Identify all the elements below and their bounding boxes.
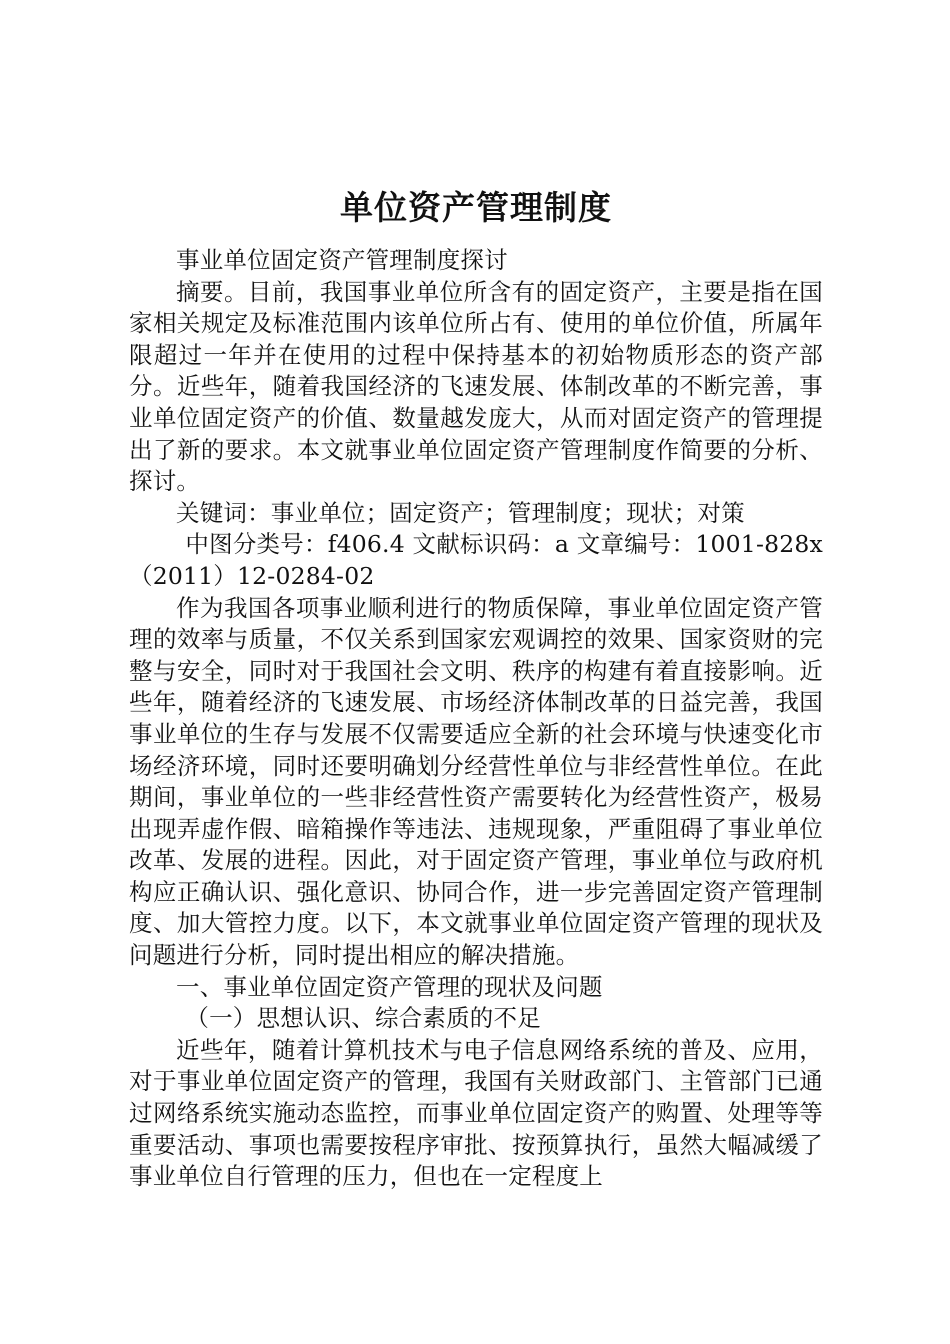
document-title: 单位资产管理制度 — [340, 188, 612, 227]
article-title: 事业单位固定资产管理制度探讨 — [176, 246, 508, 274]
intro-paragraph: 作为我国各项事业顺利进行的物质保障，事业单位固定资产管理的效率与质量，不仅关系到国家宏观调控的效果、国家资财的完整与安全，同时对于我国社会文明、秩序的构建有着直接影响。近些年，随着经济的飞速发展、市场经济体制改革的日益完善，我国事业单位的生存与发展不仅需要适应全新的社会环境与快速变化市场经济环境，同时还要明确划分经营性单位与非经营性单位。在此期间，事业单位的一些非经营性资产需要转化为经营性资产，极易出现弄虚作假、暗箱操作等违法、违规现象，严重阻碍了事业单位改革、发展的进程。因此，对于固定资产管理，事业单位与政府机构应正确认识、强化意识、协同合作，进一步完善固定资产管理制度、加大管控力度。以下，本文就事业单位固定资产管理的现状及问题进行分析，同时提出相应的解决措施。 — [129, 593, 823, 970]
document-content — [129, 188, 823, 1193]
keywords-line: 关键词：事业单位；固定资产；管理制度；现状；对策 — [176, 498, 745, 527]
abstract-paragraph: 摘要。目前，我国事业单位所含有的固定资产，主要是指在国家相关规定及标准范围内该单位所占有、使用的单位价值，所属年限超过一年并在使用的过程中保持基本的初始物质形态的资产部分。近些年，随着我国经济的飞速发展、体制改革的不断完善，事业单位固定资产的价值、数量越发庞大，从而对固定资产的管理提出了新的要求。本文就事业单位固定资产管理制度作简要的分析、探讨。 — [129, 277, 823, 496]
subsection-heading: （一）思想认识、综合素质的不足 — [185, 1004, 541, 1033]
classification-line: 中图分类号：f406.4 文献标识码：a 文章编号：1001-828x（2011）12-0284-02 — [129, 530, 823, 590]
section-heading: 一、事业单位固定资产管理的现状及问题 — [176, 972, 603, 1001]
body-paragraph: 近些年，随着计算机技术与电子信息网络系统的普及、应用，对于事业单位固定资产的管理，我国有关财政部门、主管部门已通过网络系统实施动态监控，而事业单位固定资产的购置、处理等等重要活动、事项也需要按程序审批、按预算执行，虽然大幅减缓了事业单位自行管理的压力，但也在一定程度上 — [129, 1035, 823, 1191]
